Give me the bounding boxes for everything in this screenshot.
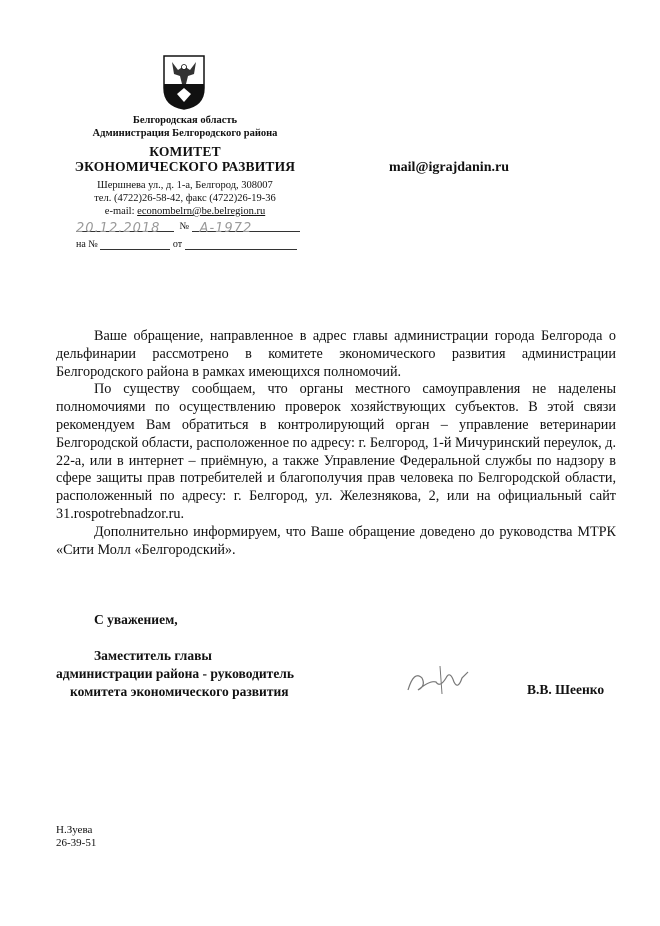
- handwritten-date: 20.12.2018: [76, 221, 161, 236]
- committee-email: [55, 206, 315, 219]
- signer-name: В.В. Шеенко: [527, 682, 605, 697]
- executor-name: Н.Зуева: [56, 824, 93, 836]
- letter-body: [56, 328, 616, 559]
- body-paragraph-2: По существу сообщаем, что органы местного самоуправления не наделены полномочиями по осуществлению проверок хозяйствующих субъектов. В этой связи рекомендуем Вам обратиться в контролирующий орган – управление ветеринарии Белгородской области, расположенное по адресу: г. Белгород, 1-й Мичуринский переулок, д. 22-а, или в интернет – приёмную, а также Управление Федеральной службы по надзору в сфере защиты прав потребителей и благополучия прав человека по Белгородской области, расположенный по адресу: г. Белгород, ул. Железнякова, 2, или на официальный сайт 31.rospotrebnadzor.ru.: [56, 381, 616, 522]
- body-paragraph-1: Ваше обращение, направленное в адрес главы администрации города Белгорода о дельфинарии рассмотрено в комитете экономического развития администрации Белгородского района в рамках имеющихся полномочий.: [56, 328, 616, 380]
- body-paragraph-3: Дополнительно информируем, что Ваше обращение доведено до руководства МТРК «Сити Молл «Белгородский».: [56, 523, 616, 558]
- handwritten-signature: [400, 660, 490, 705]
- handwritten-number: А-1972: [199, 221, 253, 236]
- email-label: e-mail:: [104, 206, 138, 217]
- region-name: Белгородская область: [132, 115, 238, 126]
- committee-phone: тел. (4722)26-58-42, факс (4722)26-19-36: [94, 193, 276, 204]
- committee-title-line2: ЭКОНОМИЧЕСКОГО РАЗВИТИЯ: [74, 159, 296, 174]
- recipient-email: mail@igrajdanin.ru: [389, 160, 509, 175]
- from-label: от: [172, 239, 183, 250]
- signer-position-line3: комитета экономического развития: [70, 684, 289, 699]
- signer-position-line1: Заместитель главы: [94, 648, 212, 663]
- registration-date-line: [76, 221, 300, 236]
- coat-of-arms-emblem: [162, 54, 206, 110]
- signer-position-line2: администрации района - руководитель: [56, 666, 295, 681]
- number-label: №: [179, 221, 190, 232]
- committee-address: Шершнева ул., д. 1-а, Белгород, 308007: [97, 180, 273, 191]
- administration-name: Администрация Белгородского района: [92, 128, 278, 139]
- executor-phone: 26-39-51: [56, 837, 97, 849]
- reference-line: [76, 239, 297, 250]
- ref-label: на №: [76, 239, 98, 250]
- email-link[interactable]: econombelrn@be.belregion.ru: [137, 206, 266, 217]
- committee-title-line1: КОМИТЕТ: [149, 144, 221, 159]
- closing-regards: С уважением,: [94, 612, 178, 627]
